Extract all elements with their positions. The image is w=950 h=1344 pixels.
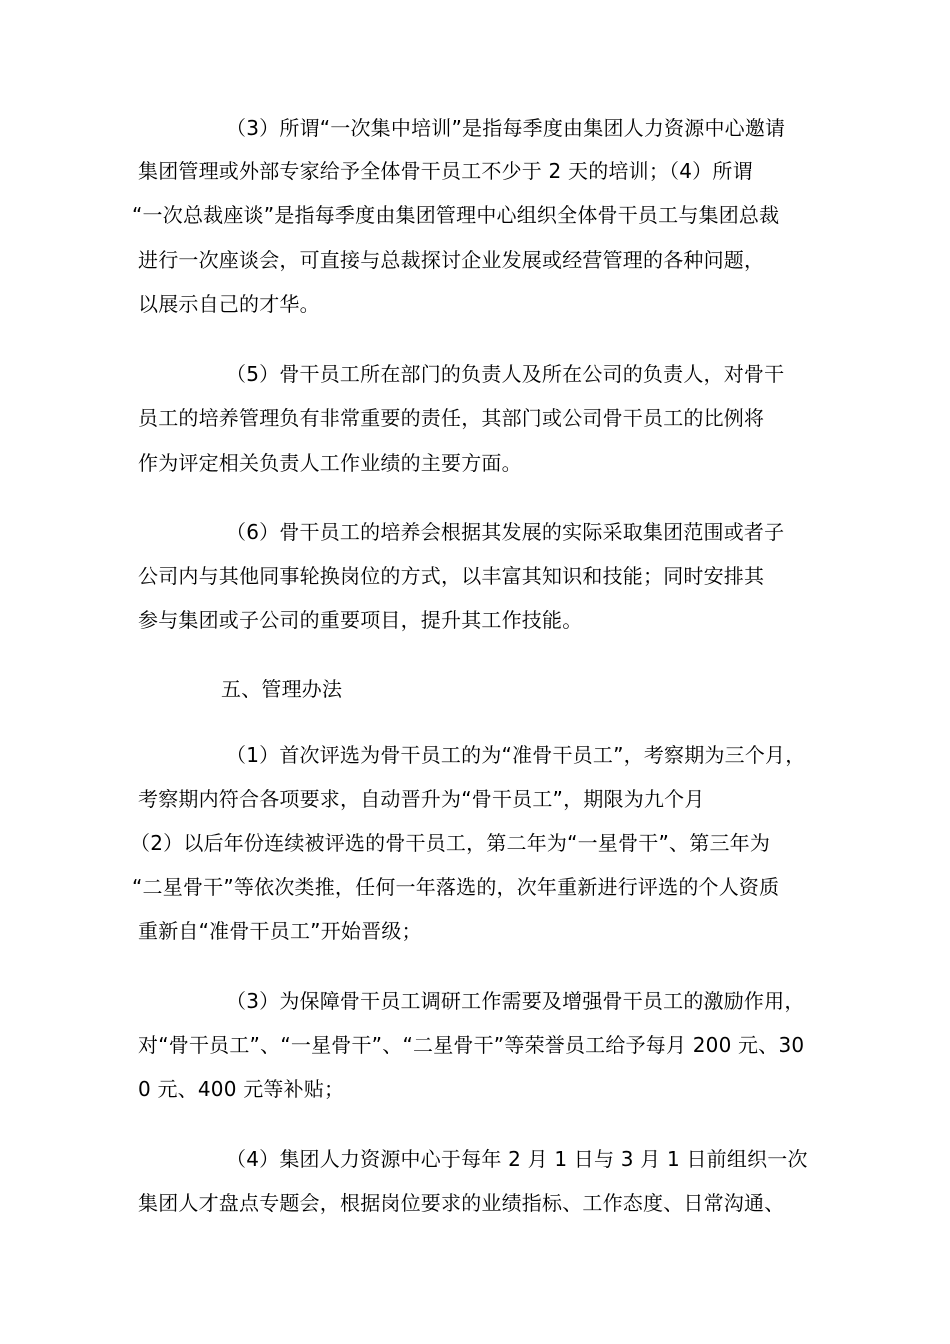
paragraph-5-line-1: （5）骨干员工所在部门的负责人及所在公司的负责人，对骨干 <box>226 362 785 386</box>
rule-1-line-1: （1）首次评选为骨干员工的为“准骨干员工”，考察期为三个月， <box>226 743 806 767</box>
rule-4-line-2: 集团人才盘点专题会，根据岗位要求的业绩指标、工作态度、日常沟通、 <box>138 1191 785 1215</box>
paragraph-3-line-2: 集团管理或外部专家给予全体骨干员工不少于 2 天的培训；（4）所谓 <box>138 159 753 183</box>
paragraph-6-line-2: 公司内与其他同事轮换岗位的方式，以丰富其知识和技能；同时安排其 <box>138 564 765 588</box>
paragraph-3-line-4: 进行一次座谈会，可直接与总裁探讨企业发展或经营管理的各种问题， <box>138 248 765 272</box>
rule-3-line-2: 对“骨干员工”、“一星骨干”、“二星骨干”等荣誉员工给予每月 200 元、30 <box>138 1033 805 1057</box>
rule-2-line-2: “二星骨干”等依次类推，任何一年落选的，次年重新进行评选的个人资质 <box>132 875 780 899</box>
paragraph-6-line-1: （6）骨干员工的培养会根据其发展的实际采取集团范围或者子 <box>226 520 785 544</box>
paragraph-3-line-1: （3）所谓“一次集中培训”是指每季度由集团人力资源中心邀请 <box>226 116 786 140</box>
rule-1-line-2: 考察期内符合各项要求，自动晋升为“骨干员工”，期限为九个月 <box>138 787 705 811</box>
paragraph-3-line-5: 以展示自己的才华。 <box>138 292 320 316</box>
rule-2-line-3: 重新自“准骨干员工”开始晋级； <box>138 919 422 943</box>
paragraph-3-line-3: “一次总裁座谈”是指每季度由集团管理中心组织全体骨干员工与集团总裁 <box>132 203 780 227</box>
rule-3-line-1: （3）为保障骨干员工调研工作需要及增强骨干员工的激励作用， <box>226 989 805 1013</box>
rule-4-line-1: （4）集团人力资源中心于每年 2 月 1 日与 3 月 1 日前组织一次 <box>226 1147 808 1171</box>
paragraph-5-line-3: 作为评定相关负责人工作业绩的主要方面。 <box>138 451 522 475</box>
paragraph-6-line-3: 参与集团或子公司的重要项目，提升其工作技能。 <box>138 608 583 632</box>
rule-2-line-1: （2）以后年份连续被评选的骨干员工，第二年为“一星骨干”、第三年为 <box>130 831 771 855</box>
paragraph-5-line-2: 员工的培养管理负有非常重要的责任，其部门或公司骨干员工的比例将 <box>138 406 765 430</box>
section-heading: 五、管理办法 <box>221 677 343 701</box>
rule-3-line-3: 0 元、400 元等补贴； <box>138 1077 345 1101</box>
